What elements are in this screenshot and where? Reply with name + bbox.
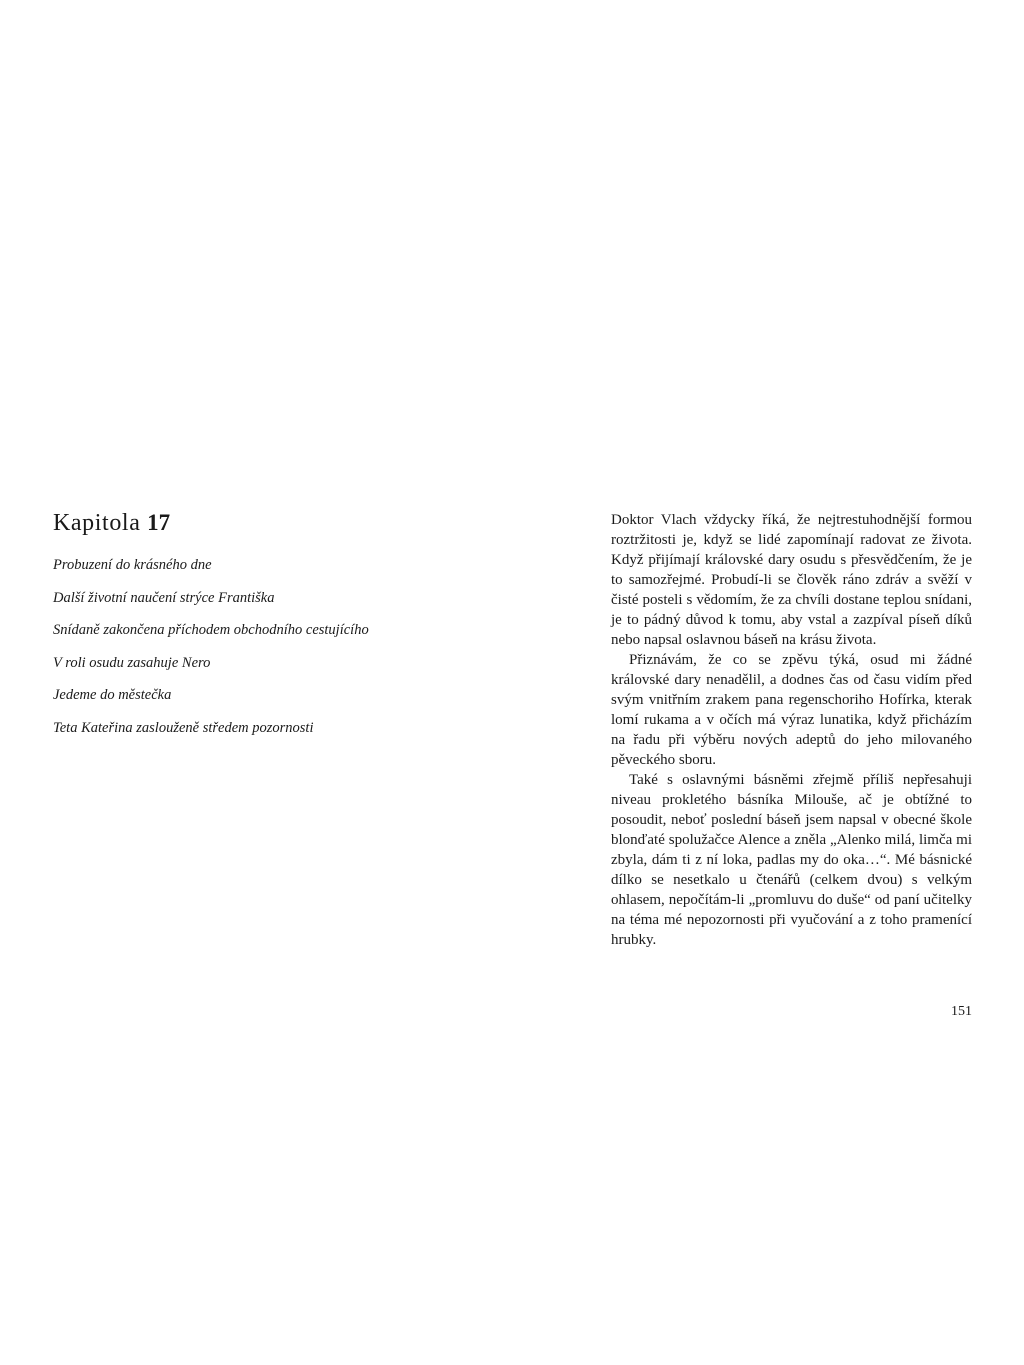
body-paragraph: Také s oslavnými básněmi zřejmě příliš nepřesahuji niveau prokletého básníka Milouše, ač je obtížné to posoudit, neboť poslední báseň jsem napsal v obecné škole blonďaté spolužačce Alence a zněla „Alenko milá, limča mi zbyla, dám ti z ní loka, padlas my do oka…“. Mé básnické dílko se nesetkalo u čtenářů (celkem dvou) s velkým ohlasem, nepočítám-li „promluvu do duše“ od paní učitelky na téma mé nepozornosti při vyučování a z toho pramenící hrubky. (611, 772, 972, 948)
chapter-word: Kapitola (53, 510, 141, 536)
body-paragraph: Doktor Vlach vždycky říká, že nejtrestuhodnější formou roztržitosti je, když se lidé zapomínají radovat ze života. Když přijímají královské dary osudu s přesvědčením, že je to samozřejmé. Probudí-li se člověk ráno zdráv a svěží v čisté posteli s vědomím, že za chvíli dostane teplou snídani, je to pádný důvod k tomu, aby vstal a zazpíval píseň díků nebo napsal oslavnou báseň na krásu života. (611, 512, 972, 648)
contents-item: Snídaně zakončena příchodem obchodního cestujícího (53, 622, 369, 638)
chapter-contents-list (53, 556, 473, 737)
contents-item: Teta Kateřina zaslouženě středem pozornosti (53, 719, 314, 736)
page-number: 151 (951, 1004, 972, 1019)
contents-item: V roli osudu zasahuje Nero (53, 654, 211, 671)
right-page (611, 510, 972, 950)
body-paragraph: Přiznávám, že co se zpěvu týká, osud mi žádné královské dary nenadělil, a dodnes čas od času vidím před svým vnitřním zrakem pana regenschoriho Hofírka, kterak lomí rukama a v očích má výraz lunatika, když přicházím na řadu při výběru nových adeptů do jeho milovaného pěveckého sboru. (611, 652, 972, 768)
chapter-number: 17 (147, 510, 171, 535)
chapter-heading (53, 506, 473, 540)
contents-item: Jedeme do městečka (53, 687, 172, 703)
left-page (53, 506, 473, 751)
contents-item: Probuzení do krásného dne (53, 557, 212, 573)
contents-item: Další životní naučení strýce Františka (53, 589, 275, 606)
